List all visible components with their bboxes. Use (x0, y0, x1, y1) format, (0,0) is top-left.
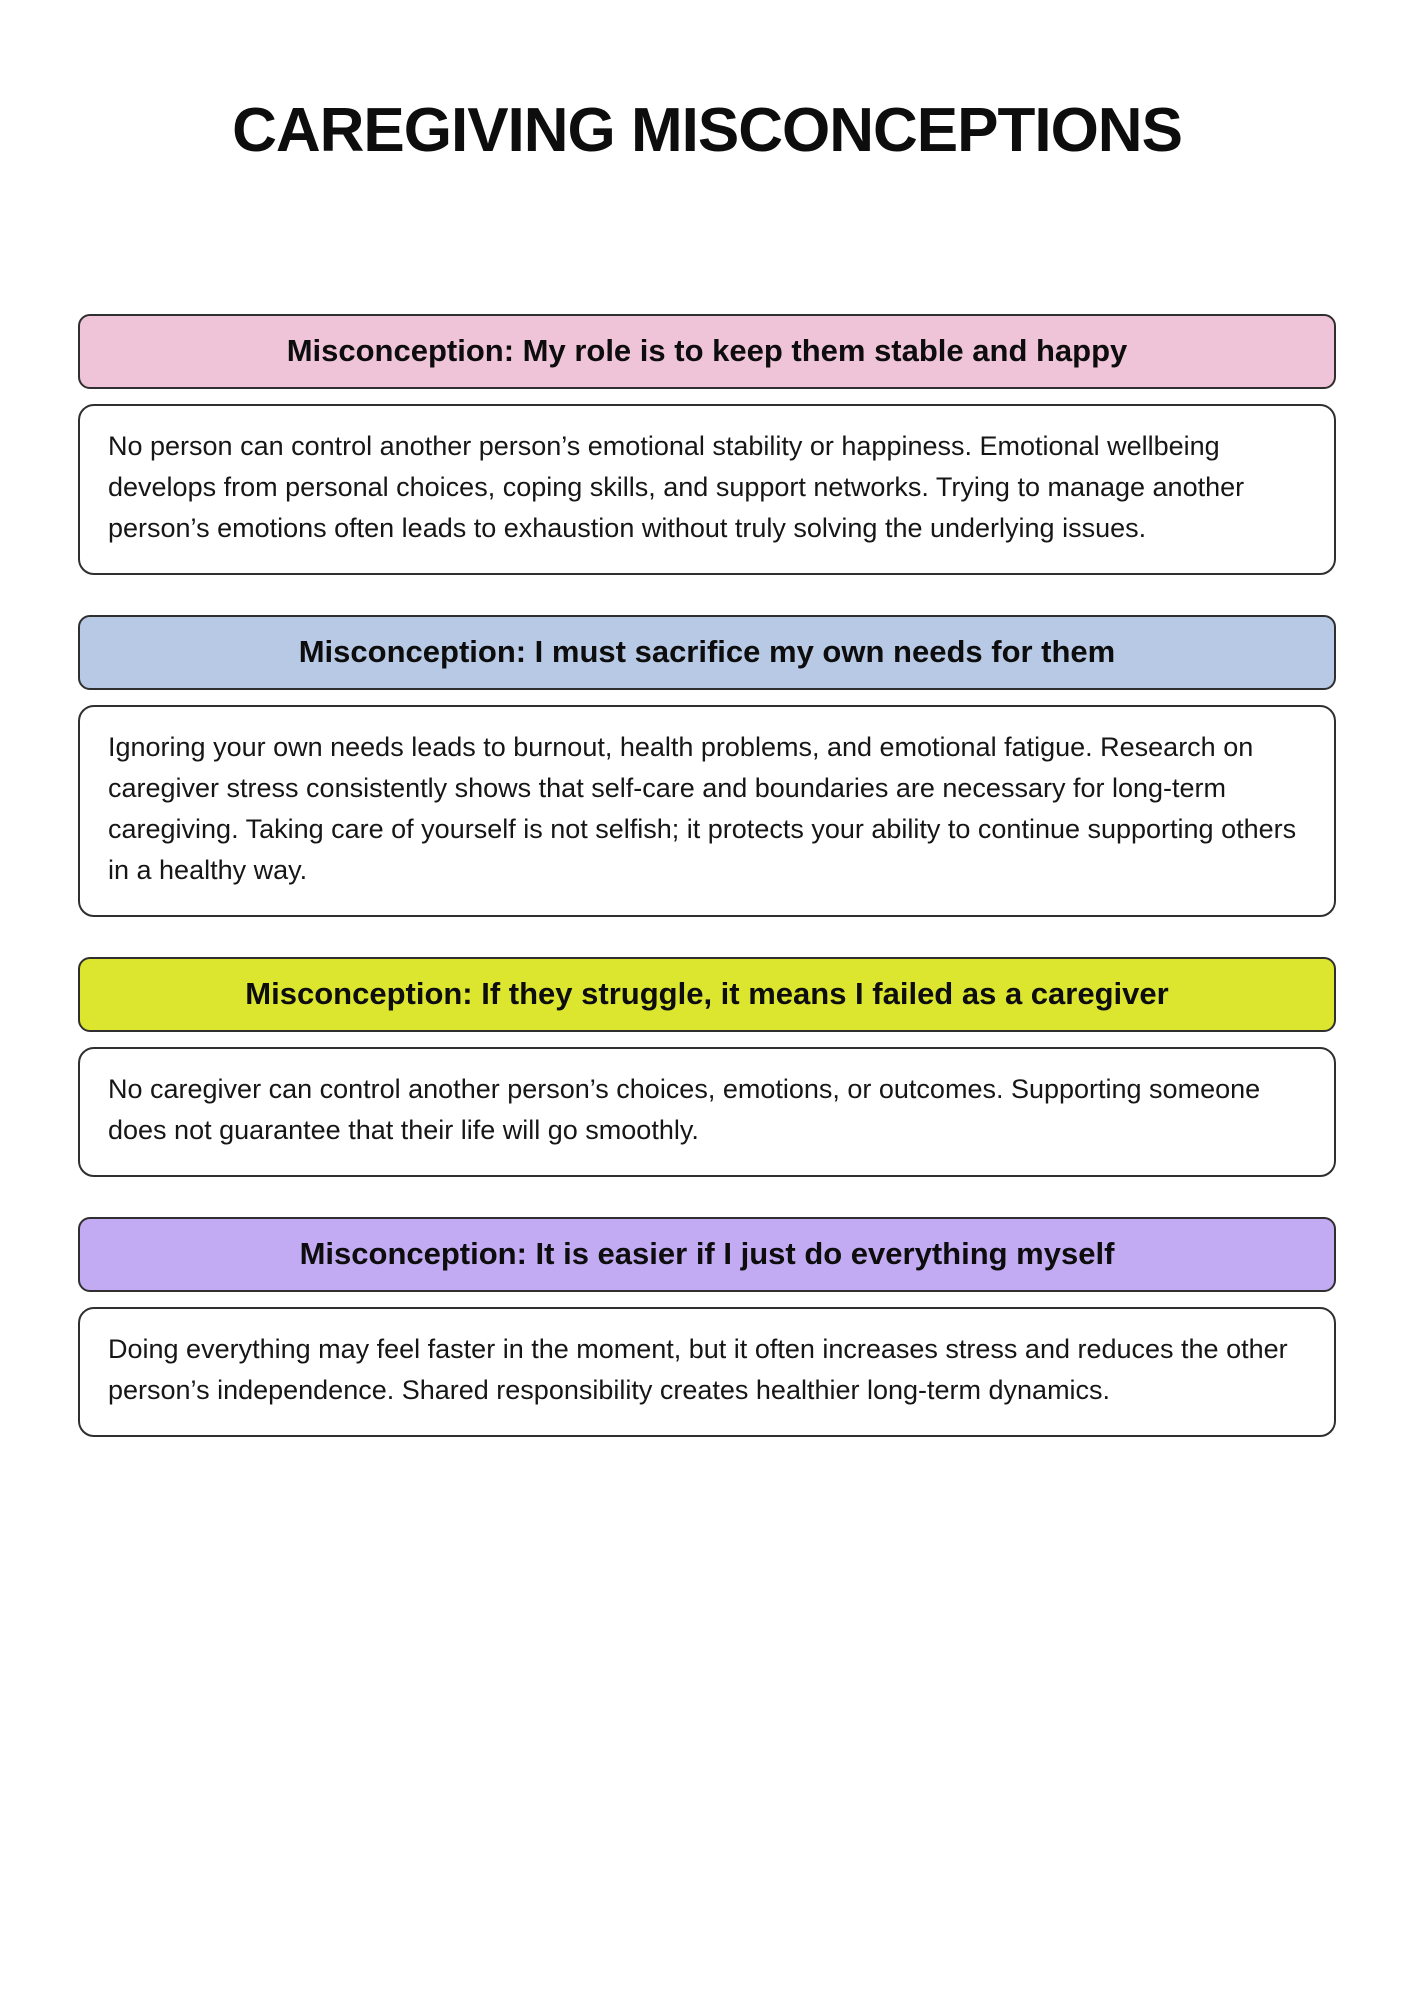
misconception-body-1: No person can control another person’s emotional stability or happiness. Emotional wellbeing develops from personal choices, coping skills, and support networks. Trying to manage another person’s emotions often leads to exhaustion without truly solving the underlying issues. (78, 404, 1336, 575)
page-title: CAREGIVING MISCONCEPTIONS (232, 96, 1182, 165)
misconception-section-4 (78, 1217, 1336, 1437)
misconception-body-3: No caregiver can control another person’s choices, emotions, or outcomes. Supporting someone does not guarantee that their life will go smoothly. (78, 1047, 1336, 1177)
misconception-header-3: Misconception: If they struggle, it means I failed as a caregiver (78, 957, 1336, 1032)
misconception-section-1 (78, 314, 1336, 575)
misconception-body-4: Doing everything may feel faster in the moment, but it often increases stress and reduces the other person’s independence. Shared responsibility creates healthier long-term dynamics. (78, 1307, 1336, 1437)
misconception-body-2: Ignoring your own needs leads to burnout, health problems, and emotional fatigue. Research on caregiver stress consistently shows that self-care and boundaries are necessary for long-term caregiving. Taking care of yourself is not selfish; it protects your ability to continue supporting others in a healthy way. (78, 705, 1336, 917)
misconception-section-3 (78, 957, 1336, 1177)
misconception-header-4: Misconception: It is easier if I just do everything myself (78, 1217, 1336, 1292)
misconception-section-2 (78, 615, 1336, 917)
misconception-header-1: Misconception: My role is to keep them stable and happy (78, 314, 1336, 389)
misconception-header-2: Misconception: I must sacrifice my own needs for them (78, 615, 1336, 690)
